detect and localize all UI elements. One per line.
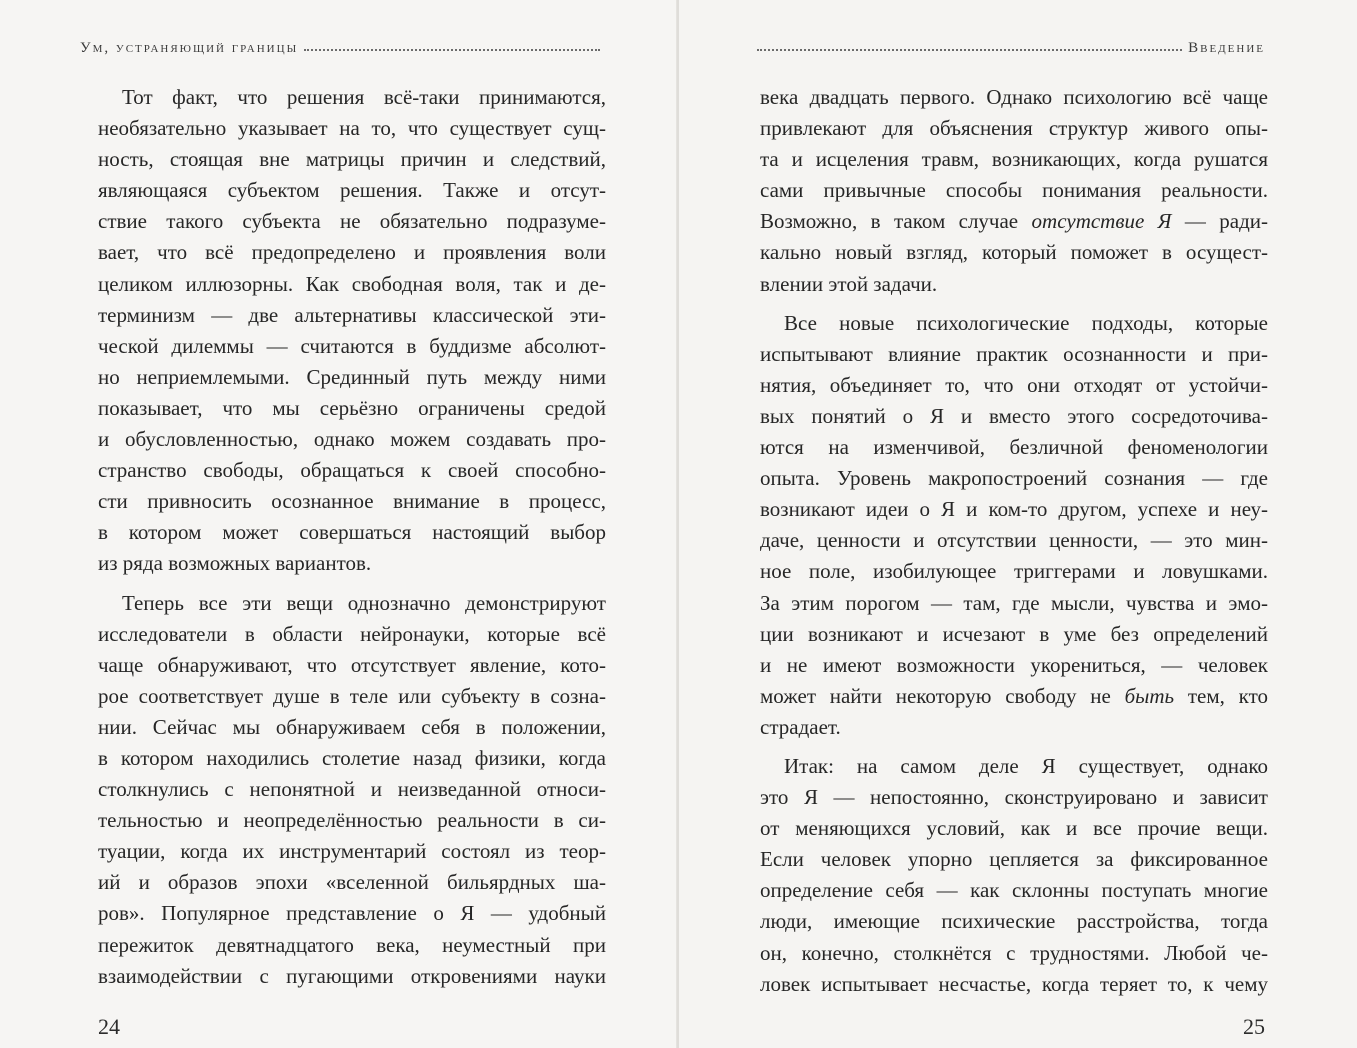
left-running-head	[80, 38, 606, 58]
text-line: необязательно указывает на то, что существует сущ-	[98, 116, 606, 141]
text-line: в котором может совершаться настоящий выбор	[98, 520, 606, 545]
text-line: ловек испытывает несчастье, когда теряет то, к чему	[760, 971, 1268, 996]
left-page-number: 24	[98, 1014, 120, 1039]
text-line: терминизм — две альтернативы классической эти-	[98, 302, 606, 327]
text-line: Тот факт, что решения всё-таки принимаются,	[122, 85, 606, 109]
text-line: но неприемлемыми. Срединный путь между ними	[98, 364, 606, 389]
text-line: возникают идеи о Я и ком-то другом, успехе и неу-	[760, 497, 1268, 522]
text-line: целиком иллюзорны. Как свободная воля, так и де-	[98, 271, 606, 296]
leader-dots	[757, 49, 1182, 51]
text-line: определение себя — как склонны поступать многие	[760, 878, 1268, 903]
text-line: сти привносить осознанное внимание в процесс,	[98, 489, 606, 514]
text-line: та и исцеления травм, возникающих, когда рушатся	[760, 147, 1268, 172]
text-line: являющаяся субъектом решения. Также и отсут-	[98, 178, 606, 203]
text-line: чаще обнаруживают, что отсутствует явление, кото-	[98, 652, 606, 677]
text-line: ров». Популярное представление о Я — удобный	[98, 901, 606, 926]
text-line: ий и образов эпохи «вселенной бильярдных ша-	[98, 870, 606, 895]
text-line: может найти некоторую свободу не быть тем, кто	[760, 683, 1268, 708]
text-line: привлекают для объяснения структур живого опы-	[760, 116, 1268, 141]
text-line: Итак: на самом деле Я существует, однако	[784, 753, 1268, 778]
paragraph-gap	[98, 580, 606, 588]
text-line: ческой дилеммы — считаются в буддизме абсолют-	[98, 333, 606, 358]
text-line: в котором находились столетие назад физики, когда	[98, 745, 606, 770]
text-line: испытывают влияние практик осознанности и при-	[760, 341, 1268, 366]
text-line: взаимодействии с пугающими откровениями науки	[98, 963, 606, 988]
text-line: нятия, объединяет то, что они отходят от устойчи-	[760, 372, 1268, 397]
text-line: столкнулись с непонятной и неизведанной относи-	[98, 777, 606, 802]
text-line: и обусловленностью, однако можем создавать про-	[98, 427, 606, 452]
text-line: вых понятий о Я и вместо этого сосредоточива-	[760, 403, 1268, 428]
text-line: Теперь все эти вещи однозначно демонстрируют	[122, 590, 606, 615]
text-line: ции возникают и исчезают в уме без определений	[760, 621, 1268, 646]
text-line: ность, стоящая вне матрицы причин и следствий,	[98, 147, 606, 172]
text-line: века двадцать первого. Однако психологию всё чаще	[760, 85, 1268, 109]
right-running-head-title: Введение	[1188, 39, 1265, 56]
text-line: это Я — непостоянно, сконструировано и зависит	[760, 785, 1268, 810]
text-line: Возможно, в таком случае отсутствие Я — ради-	[760, 209, 1268, 234]
text-line: ются на изменчивой, безличной феноменологии	[760, 435, 1268, 460]
italic-emphasis: отсутствие Я	[1031, 209, 1172, 234]
text-line: опыта. Уровень макропостроений сознания — где	[760, 466, 1268, 491]
text-line: показывает, что мы серьёзно ограничены средой	[98, 395, 606, 420]
paragraph-gap	[760, 743, 1268, 751]
text-line: тельностью и неопределённостью реальности в си-	[98, 808, 606, 833]
right-running-head	[757, 38, 1265, 58]
text-line: от меняющихся условий, как и все прочие вещи.	[760, 816, 1268, 841]
text-line: За этим порогом — там, где мысли, чувства и эмо-	[760, 590, 1268, 615]
text-line: и не имеют возможности укорениться, — человек	[760, 652, 1268, 677]
text-line: Если человек упорно цепляется за фиксированное	[760, 847, 1268, 872]
text-line: рое соответствует душе в теле или субъекту в созна-	[98, 683, 606, 708]
text-line: сами привычные способы понимания реальности.	[760, 178, 1268, 203]
text-line: даче, ценности и отсутствии ценности, — это мин-	[760, 528, 1268, 553]
text-line: люди, имеющие психические расстройства, тогда	[760, 909, 1268, 934]
text-line: вает, что всё предопределено и проявления воли	[98, 240, 606, 265]
italic-emphasis: быть	[1124, 683, 1175, 708]
text-line: исследователи в области нейронауки, которые всё	[98, 621, 606, 646]
right-body-text	[760, 82, 1268, 1000]
right-page	[679, 0, 1357, 1048]
paragraph-gap	[760, 300, 1268, 308]
left-page	[0, 0, 678, 1048]
text-line: ное поле, изобилующее триггерами и ловушками.	[760, 559, 1268, 584]
text-line: он, конечно, столкнётся с трудностями. Любой че-	[760, 940, 1268, 965]
text-line: странство свободы, обращаться к своей способно-	[98, 458, 606, 483]
left-running-head-title: Ум, устраняющий границы	[80, 39, 299, 56]
text-line: туации, когда их инструментарий состоял из теор-	[98, 839, 606, 864]
text-line: нии. Сейчас мы обнаруживаем себя в положении,	[98, 714, 606, 739]
leader-dots	[304, 49, 600, 51]
left-body-text	[98, 82, 606, 992]
right-page-number: 25	[1243, 1014, 1265, 1039]
text-line: кально новый взгляд, который поможет в осущест-	[760, 240, 1268, 265]
text-line: ствие такого субъекта не обязательно подразуме-	[98, 209, 606, 234]
text-line: страдает.	[760, 714, 841, 739]
text-line: Все новые психологические подходы, которые	[784, 310, 1268, 335]
text-line: пережиток девятнадцатого века, неуместный при	[98, 932, 606, 957]
text-line: из ряда возможных вариантов.	[98, 551, 372, 576]
text-line: влении этой задачи.	[760, 271, 938, 296]
